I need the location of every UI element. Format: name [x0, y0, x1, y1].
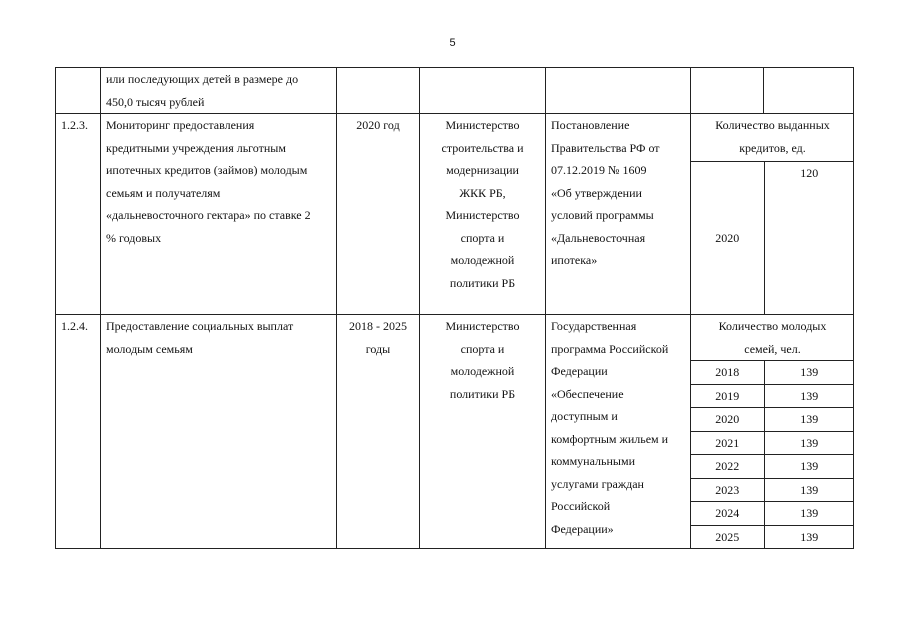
indicator-table — [691, 114, 854, 314]
cell-basis — [546, 68, 691, 114]
text-line: доступным и — [551, 409, 618, 423]
text-line: спорта и — [460, 230, 505, 245]
text-line: кредитными учреждения льготным — [106, 140, 286, 155]
indicator-value: 139 — [764, 384, 854, 408]
indicator-row — [691, 408, 854, 432]
indicator-row — [691, 361, 854, 385]
indicator-value: 139 — [764, 478, 854, 502]
cell-activity — [101, 68, 337, 114]
text-line: Министерство — [445, 208, 520, 222]
cell-period: 2020 год — [337, 114, 420, 315]
cell-activity — [101, 315, 337, 549]
text-line: «дальневосточного гектара» по ставке 2 — [106, 208, 311, 222]
cell-indicator — [691, 315, 854, 549]
indicator-year: 2022 — [691, 455, 764, 479]
text-line: Количество выданных — [715, 118, 830, 132]
text-line: ЖКК РБ, — [459, 185, 506, 200]
indicator-value: 139 — [764, 431, 854, 455]
cell-basis — [546, 315, 691, 549]
indicator-row — [691, 431, 854, 455]
text-line: Российской — [551, 499, 611, 513]
text-line: ипотечных кредитов (займов) молодым — [106, 163, 308, 177]
indicator-year: 2020 — [691, 408, 764, 432]
indicator-row — [691, 478, 854, 502]
indicator-row — [691, 162, 854, 315]
page-number: 5 — [449, 37, 456, 49]
indicator-year: 2018 — [691, 361, 764, 385]
text-line: Федерации — [551, 364, 608, 378]
text-line: Правительства РФ от — [551, 140, 660, 155]
cell-period — [337, 68, 420, 114]
indicator-value: 139 — [764, 361, 854, 385]
indicator-row — [691, 525, 854, 548]
text-line: «Обеспечение — [551, 386, 624, 401]
text-line: Государственная — [551, 319, 637, 333]
indicator-year: 2020 — [691, 162, 764, 315]
indicator-header — [691, 315, 854, 361]
table-row — [56, 315, 854, 549]
indicator-row — [691, 455, 854, 479]
text-line: семей, чел. — [744, 341, 801, 356]
text-line: молодежной — [450, 253, 515, 267]
text-line: 07.12.2019 № 1609 — [551, 163, 647, 177]
indicator-year: 2019 — [691, 384, 764, 408]
text-line: Предоставление социальных выплат — [106, 319, 294, 333]
text-line: Мониторинг предоставления — [106, 118, 255, 132]
indicator-row — [691, 502, 854, 526]
table-row — [56, 68, 854, 114]
indicator-header — [691, 114, 854, 162]
text-line: Количество молодых — [718, 319, 827, 333]
indicator-year: 2025 — [691, 525, 764, 548]
text-line: % годовых — [106, 230, 162, 245]
text-line: молодежной — [450, 364, 515, 378]
program-activities-table — [55, 67, 854, 549]
table-row — [56, 114, 854, 315]
indicator-table — [691, 315, 854, 548]
text-line: кредитов, ед. — [739, 140, 806, 155]
indicator-value: 139 — [764, 455, 854, 479]
text-line: условий программы — [551, 208, 654, 222]
text-line: Постановление — [551, 118, 630, 132]
text-line: или последующих детей в размере до — [106, 72, 299, 86]
indicator-year: 2021 — [691, 431, 764, 455]
cell-num: 1.2.4. — [56, 315, 101, 549]
cell-executor — [420, 315, 546, 549]
cell-executor — [420, 114, 546, 315]
indicator-year: 2024 — [691, 502, 764, 526]
text-line: Федерации» — [551, 521, 614, 536]
text-line: строительства и — [441, 140, 524, 155]
cell-num — [56, 68, 101, 114]
text-line: модернизации — [446, 163, 519, 177]
cell-indicator-value — [764, 68, 854, 114]
cell-executor — [420, 68, 546, 114]
text-line: годы — [365, 341, 391, 356]
text-line: «Дальневосточная — [551, 230, 646, 245]
text-line: молодым семьям — [106, 341, 193, 356]
cell-indicator-year — [691, 68, 764, 114]
cell-activity — [101, 114, 337, 315]
text-line: комфортным жильем и — [551, 431, 669, 446]
text-line: 450,0 тысяч рублей — [106, 94, 205, 109]
indicator-row — [691, 384, 854, 408]
text-line: спорта и — [460, 341, 505, 356]
indicator-value: 139 — [764, 502, 854, 526]
text-line: ипотека» — [551, 253, 598, 267]
cell-period — [337, 315, 420, 549]
text-line: программа Российской — [551, 341, 669, 356]
text-line: Министерство — [445, 319, 520, 333]
text-line: услугами граждан — [551, 476, 644, 491]
text-line: семьям и получателям — [106, 185, 221, 200]
indicator-value: 139 — [764, 525, 854, 548]
text-line: коммунальными — [551, 454, 635, 468]
cell-indicator — [691, 114, 854, 315]
text-line: «Об утверждении — [551, 185, 642, 200]
indicator-value: 120 — [764, 162, 854, 315]
indicator-year: 2023 — [691, 478, 764, 502]
text-line: Министерство — [445, 118, 520, 132]
cell-basis — [546, 114, 691, 315]
indicator-header-row — [691, 114, 854, 162]
indicator-value: 139 — [764, 408, 854, 432]
indicator-header-row — [691, 315, 854, 361]
text-line: 2018 - 2025 — [349, 319, 407, 333]
cell-num: 1.2.3. — [56, 114, 101, 315]
text-line: политики РБ — [449, 386, 516, 401]
text-line: политики РБ — [449, 275, 516, 290]
